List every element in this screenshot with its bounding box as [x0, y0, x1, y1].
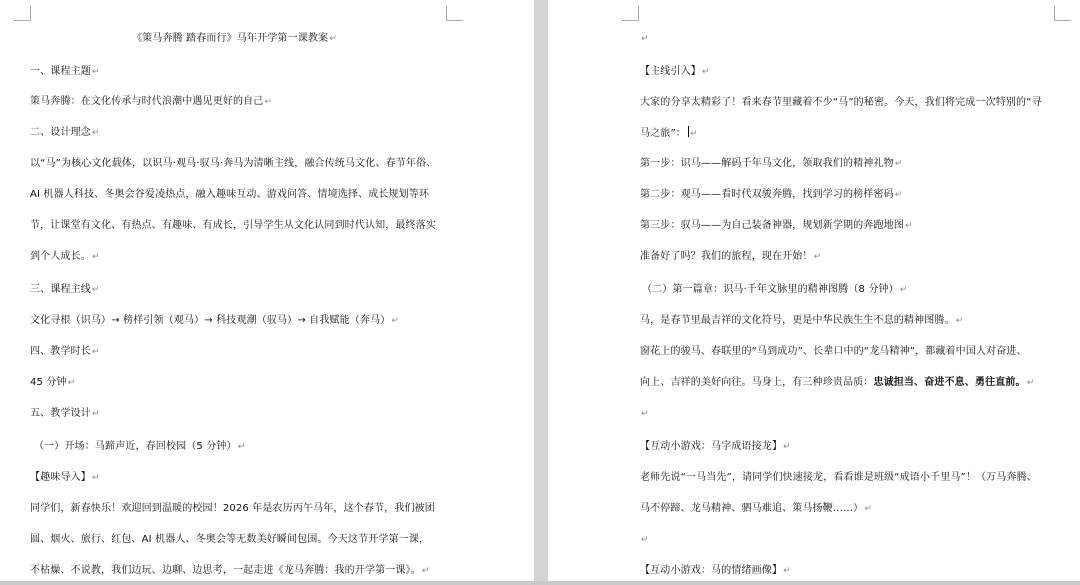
block-label: 【互动小游戏：马的情绪画像】↵ — [640, 565, 791, 576]
paragraph-line: 马不停蹄、龙马精神、驷马难追、策马扬鞭……）↵ — [640, 503, 873, 514]
paragraph-line: 第三步：驭马——为自己装备神器，规划新学期的奔跑地图↵ — [640, 220, 913, 231]
subsection-heading: （二）第一篇章：识马·千年文脉里的精神图腾（8 分钟）↵ — [642, 284, 908, 295]
page-corner-mark — [1054, 6, 1071, 21]
paragraph-line: AI 机器人科技、冬奥会谷爱凌热点，融入趣味互动、游戏问答、情境选择、成长规划等环 — [30, 189, 430, 200]
paragraph-line: 同学们，新春快乐！欢迎回到温暖的校园！2026 年是农历丙午马年，这个春节，我们被团 — [30, 503, 435, 514]
page-corner-mark — [446, 6, 463, 21]
section-heading: 五、教学设计↵ — [30, 408, 100, 419]
text-cursor — [688, 126, 689, 137]
document-page-left[interactable] — [0, 0, 534, 585]
section-heading: 三、课程主线↵ — [30, 284, 100, 295]
section-heading: 一、课程主题↵ — [30, 66, 100, 77]
section-heading: 二、设计理念↵ — [30, 127, 100, 138]
document-title: 《策马奔腾 踏春而行》马年开学第一课教案↵ — [132, 33, 337, 44]
empty-paragraph: ↵ — [641, 535, 649, 545]
paragraph-line: 文化寻根（识马）→ 榜样引领（观马）→ 科技观潮（驭马）→ 自我赋能（奔马）↵ — [30, 315, 400, 326]
paragraph-line: 大家的分享太精彩了！看来春节里藏着不少“马”的秘密。今天，我们将完成一次特别的“寻 — [640, 97, 1042, 108]
paragraph-line: 圆、烟火、旅行、红包、AI 机器人、冬奥会等无数美好瞬间包围。今天这节开学第一课， — [30, 534, 430, 545]
subsection-heading: （一）开场：马蹄声近，春回校园（5 分钟）↵ — [34, 441, 246, 452]
paragraph-line: 策马奔腾：在文化传承与时代浪潮中遇见更好的自己↵ — [30, 96, 273, 107]
bold-qualities: 忠诚担当、奋进不息、勇往直前。 — [873, 377, 1026, 388]
block-label: 【趣味导入】↵ — [30, 472, 100, 483]
paragraph-line: 45 分钟↵ — [30, 377, 76, 388]
paragraph-line: 到个人成长。↵ — [30, 251, 100, 262]
document-page-right[interactable] — [548, 0, 1080, 585]
empty-paragraph: ↵ — [641, 409, 649, 419]
paragraph-line: 窗花上的骏马、春联里的“马到成功”、长辈口中的“龙马精神”，都藏着中国人对奋进、 — [640, 346, 1027, 357]
paragraph-line: 以“马”为核心文化载体，以识马·观马·驭马·奔马为清晰主线，融合传统马文化、春节年俗、 — [30, 158, 437, 169]
block-label: 【主线引入】↵ — [640, 66, 710, 77]
paragraph-line: 第一步：识马——解码千年马文化，领取我们的精神礼物↵ — [640, 158, 903, 169]
paragraph-line: 向上、吉祥的美好向往。马身上，有三种珍贵品质：忠诚担当、奋进不息、勇往直前。↵ — [640, 377, 1035, 388]
page-corner-mark — [622, 6, 639, 21]
paragraph-line: 马，是春节里最吉祥的文化符号，更是中华民族生生不息的精神图腾。↵ — [640, 315, 964, 326]
block-label: 【互动小游戏：马字成语接龙】↵ — [640, 441, 791, 452]
page-corner-mark — [14, 6, 31, 21]
paragraph-line: 老师先说“一马当先”，请同学们快速接龙，看看谁是班级“成语小千里马”！（万马奔腾、 — [640, 472, 1037, 483]
paragraph-line: 马之旅”： ↵ — [640, 128, 698, 139]
empty-paragraph: ↵ — [641, 34, 649, 44]
paragraph-line: 准备好了吗？我们的旅程，现在开始！↵ — [640, 251, 822, 262]
section-heading: 四、教学时长↵ — [30, 346, 100, 357]
paragraph-line: 不枯燥、不说教，我们边玩、边聊、边思考，一起走进《龙马奔腾：我的开学第一课》。↵ — [30, 565, 430, 576]
paragraph-line: 节，让课堂有文化、有热点、有趣味、有成长，引导学生从文化认同到时代认知，最终落实 — [30, 220, 436, 231]
page-gap — [534, 0, 548, 585]
paragraph-line: 第二步：观马——看时代双骏奔腾，找到学习的榜样密码↵ — [640, 189, 903, 200]
status-bar — [0, 581, 1080, 585]
